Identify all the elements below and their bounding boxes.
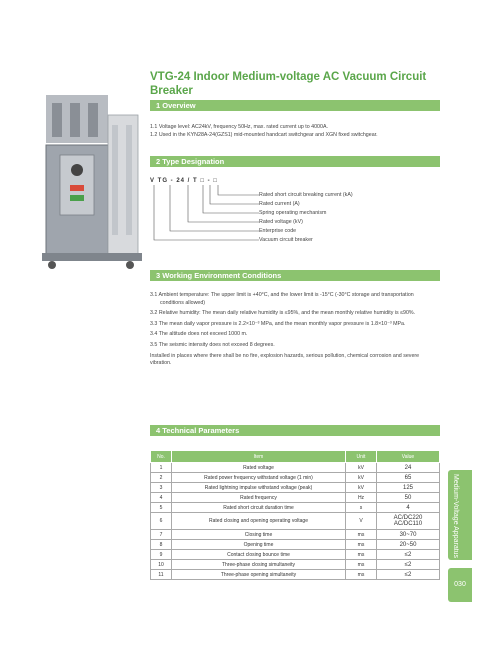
table-cell: 65 <box>377 473 440 483</box>
designation-leader-lines <box>150 185 260 255</box>
designation-code: V TG - 24 / T □ - □ <box>150 178 218 184</box>
table-cell: 125 <box>377 483 440 493</box>
table-cell: ≤2 <box>377 550 440 560</box>
list-item: 3.2 Relative humidity: The mean daily relative humidity is ≤95%, and the mean monthly relative humidity is ≤90%. <box>150 310 416 317</box>
designation-label: Enterprise code <box>259 228 297 234</box>
table-cell: Three-phase closing simultaneity <box>172 560 346 570</box>
table-row <box>151 560 440 570</box>
column-header: Unit <box>346 451 377 463</box>
table-cell: kV <box>346 483 377 493</box>
page-number: 030 <box>448 568 472 602</box>
table-cell: 3 <box>151 483 172 493</box>
designation-label: Vacuum circuit breaker <box>259 237 313 243</box>
table-cell: ms <box>346 560 377 570</box>
list-item: 3.3 The mean daily vapor pressure is 2.2×10⁻³ MPa, and the mean monthly vapor pressure is 1.8×10⁻³ MPa. <box>150 320 406 327</box>
table-cell: Contact closing bounce time <box>172 550 346 560</box>
section-technical-parameters-heading: 4 Technical Parameters <box>150 425 440 436</box>
table-cell: Hz <box>346 493 377 503</box>
list-item: 3.1 Ambient temperature: The upper limit is +40°C, and the lower limit is -15°C (-30°C storage and transportation conditions allowed) <box>150 292 414 306</box>
table-cell: Rated closing and opening operating voltage <box>172 513 346 530</box>
table-cell: Opening time <box>172 540 346 550</box>
table-row <box>151 530 440 540</box>
side-tab-label: Medium-Voltage Apparatus <box>452 474 459 559</box>
page-title: VTG-24 Indoor Medium-voltage AC Vacuum Circuit Breaker <box>150 71 427 97</box>
table-cell: ≤2 <box>377 570 440 580</box>
table-cell: 50 <box>377 493 440 503</box>
table-cell: s <box>346 503 377 513</box>
list-item: 3.4 The altitude does not exceed 1000 m. <box>150 331 248 338</box>
table-cell: 10 <box>151 560 172 570</box>
technical-parameters-table <box>150 450 440 580</box>
table-cell: Three-phase opening simultaneity <box>172 570 346 580</box>
table-cell: 7 <box>151 530 172 540</box>
table-cell: Rated power frequency withstand voltage (1 min) <box>172 473 346 483</box>
table-row <box>151 503 440 513</box>
table-row <box>151 513 440 530</box>
column-header: Value <box>377 451 440 463</box>
table-cell: 20~50 <box>377 540 440 550</box>
table-body <box>151 463 440 580</box>
table-cell: 4 <box>377 503 440 513</box>
section-environment-heading: 3 Working Environment Conditions <box>150 270 440 281</box>
table-cell: 6 <box>151 513 172 530</box>
section-overview-heading: 1 Overview <box>150 100 440 111</box>
table-cell: Closing time <box>172 530 346 540</box>
table-row <box>151 570 440 580</box>
table-row <box>151 473 440 483</box>
table-cell: 9 <box>151 550 172 560</box>
table-row <box>151 550 440 560</box>
table-cell: Rated frequency <box>172 493 346 503</box>
table-cell: Rated lightning impulse withstand voltage (peak) <box>172 483 346 493</box>
table-cell: ms <box>346 570 377 580</box>
list-item: 1.1 Voltage level: AC24kV, frequency 50Hz, max. rated current up to 4000A. <box>150 124 328 130</box>
table-cell: kV <box>346 463 377 473</box>
table-cell: 4 <box>151 493 172 503</box>
table-cell: 1 <box>151 463 172 473</box>
designation-label: Rated voltage (kV) <box>259 219 303 225</box>
table-cell: 24 <box>377 463 440 473</box>
list-item: 3.5 The seismic intensity does not exceed 8 degrees. <box>150 341 275 348</box>
list-item: 1.2 Used in the KYN28A-24(GZS1) mid-mounted handcart switchgear and XGN fixed switchgear. <box>150 131 378 138</box>
column-header: Item <box>172 451 346 463</box>
table-row <box>151 463 440 473</box>
table-cell: kV <box>346 473 377 483</box>
table-cell: 5 <box>151 503 172 513</box>
circuit-breaker-photo <box>40 85 145 270</box>
table-cell: Rated short circuit duration time <box>172 503 346 513</box>
designation-label: Rated short circuit breaking current (kA) <box>259 192 353 198</box>
table-row <box>151 483 440 493</box>
table-cell: V <box>346 513 377 530</box>
table-row <box>151 493 440 503</box>
table-cell: ms <box>346 550 377 560</box>
table-cell: Rated voltage <box>172 463 346 473</box>
table-cell: ms <box>346 540 377 550</box>
table-row <box>151 540 440 550</box>
table-cell: AC/DC220 AC/DC110 <box>377 513 440 530</box>
table-cell: 30~70 <box>377 530 440 540</box>
table-header-row <box>151 451 440 463</box>
overview-text <box>150 124 435 139</box>
table-cell: 8 <box>151 540 172 550</box>
designation-label: Spring operating mechanism <box>259 210 327 216</box>
table-cell: ms <box>346 530 377 540</box>
column-header: No. <box>151 451 172 463</box>
section-type-designation-heading: 2 Type Designation <box>150 156 440 167</box>
environment-text <box>150 292 435 368</box>
list-item: Installed in places where there shall be no fire, explosion hazards, serious pollution, chemical corrosion and severe vibration. <box>150 352 420 367</box>
designation-label: Rated current (A) <box>259 201 300 207</box>
table-cell: 11 <box>151 570 172 580</box>
table-cell: 2 <box>151 473 172 483</box>
section-side-tab <box>448 470 472 560</box>
table-cell: ≤2 <box>377 560 440 570</box>
